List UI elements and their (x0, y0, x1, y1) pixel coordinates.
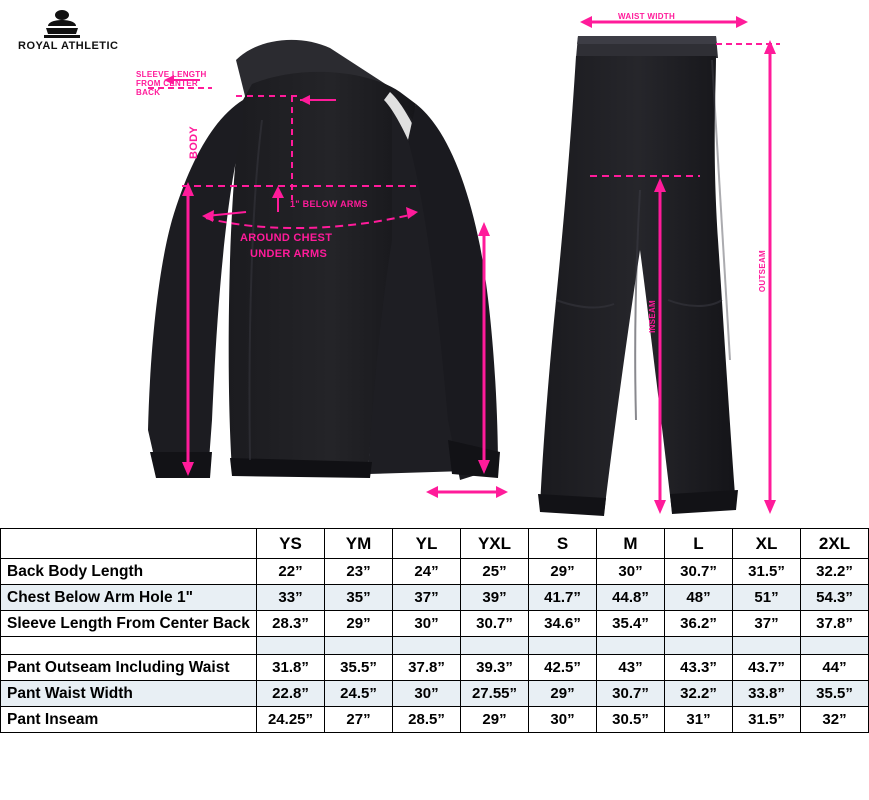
cell: 37” (733, 611, 801, 637)
cell: 39.3” (461, 655, 529, 681)
cell: 29” (529, 681, 597, 707)
size-chart-table (0, 528, 869, 733)
cell: 37.8” (393, 655, 461, 681)
table-row (1, 681, 869, 707)
table-row (1, 655, 869, 681)
cell: 44” (801, 655, 869, 681)
cell: 54.3” (801, 585, 869, 611)
table-row (1, 611, 869, 637)
annotation-around-chest: AROUND CHEST (240, 232, 333, 244)
cell: 23” (325, 559, 393, 585)
col-head-xl: XL (733, 529, 801, 559)
cell: 24.25” (257, 707, 325, 733)
cell (529, 637, 597, 655)
cell: 33” (257, 585, 325, 611)
table-row (1, 559, 869, 585)
cell (801, 637, 869, 655)
cell: 36.2” (665, 611, 733, 637)
col-head-s: S (529, 529, 597, 559)
cell: 30.7” (461, 611, 529, 637)
cell: 35.5” (325, 655, 393, 681)
cell (393, 637, 461, 655)
annotation-sleeve-length: SLEEVE LENGTH FROM CENTER BACK (136, 70, 207, 97)
annotation-under-arms: UNDER ARMS (250, 248, 328, 260)
pants-graphic (538, 36, 738, 516)
col-head-yxl: YXL (461, 529, 529, 559)
cell: 43.3” (665, 655, 733, 681)
cell: 39” (461, 585, 529, 611)
cell: 44.8” (597, 585, 665, 611)
cell: 29” (461, 707, 529, 733)
cell: 31” (665, 707, 733, 733)
row-label-chest-below-arm-hole: Chest Below Arm Hole 1" (1, 585, 257, 611)
cell: 27” (325, 707, 393, 733)
cell (733, 637, 801, 655)
col-head-ym: YM (325, 529, 393, 559)
annotation-outseam: OUTSEAM (758, 250, 767, 293)
cell: 41.7” (529, 585, 597, 611)
cell: 29” (529, 559, 597, 585)
cell: 31.8” (257, 655, 325, 681)
cell: 51” (733, 585, 801, 611)
cell: 35.5” (801, 681, 869, 707)
cell: 31.5” (733, 707, 801, 733)
cell: 42.5” (529, 655, 597, 681)
cell: 28.3” (257, 611, 325, 637)
cell: 30” (393, 611, 461, 637)
cell: 24.5” (325, 681, 393, 707)
col-head-l: L (665, 529, 733, 559)
cell: 48” (665, 585, 733, 611)
row-label-sleeve-length: Sleeve Length From Center Back (1, 611, 257, 637)
cell: 27.55” (461, 681, 529, 707)
size-chart-table-wrap (0, 528, 853, 800)
col-head-yl: YL (393, 529, 461, 559)
cell: 35.4” (597, 611, 665, 637)
cell: 32.2” (801, 559, 869, 585)
table-row (1, 707, 869, 733)
cell: 30.7” (665, 559, 733, 585)
annotation-body: BODY (188, 126, 200, 159)
cell: 43.7” (733, 655, 801, 681)
cell: 34.6” (529, 611, 597, 637)
cell: 31.5” (733, 559, 801, 585)
col-head-m: M (597, 529, 665, 559)
cell: 22” (257, 559, 325, 585)
cell: 30” (393, 681, 461, 707)
cell (1, 637, 257, 655)
cell: 22.8” (257, 681, 325, 707)
table-row (1, 585, 869, 611)
cell (461, 637, 529, 655)
row-label-pant-inseam: Pant Inseam (1, 707, 257, 733)
cell: 35” (325, 585, 393, 611)
row-label-back-body-length: Back Body Length (1, 559, 257, 585)
table-header-row (1, 529, 869, 559)
cell (597, 637, 665, 655)
cell: 37.8” (801, 611, 869, 637)
cell: 30” (529, 707, 597, 733)
cell (665, 637, 733, 655)
col-head-ys: YS (257, 529, 325, 559)
cell: 25” (461, 559, 529, 585)
cell: 30.7” (597, 681, 665, 707)
cell: 32” (801, 707, 869, 733)
brand-name: ROYAL ATHLETIC (18, 40, 119, 52)
col-head-2xl: 2XL (801, 529, 869, 559)
cell (257, 637, 325, 655)
cell: 28.5” (393, 707, 461, 733)
cell (325, 637, 393, 655)
cell: 29” (325, 611, 393, 637)
cell: 30.5” (597, 707, 665, 733)
cell: 33.8” (733, 681, 801, 707)
cell: 24” (393, 559, 461, 585)
cell: 32.2” (665, 681, 733, 707)
annotation-inseam: INSEAM (648, 300, 657, 333)
row-label-pant-waist-width: Pant Waist Width (1, 681, 257, 707)
row-label-pant-outseam: Pant Outseam Including Waist (1, 655, 257, 681)
cell: 30” (597, 559, 665, 585)
annotation-one-inch-below-arms: 1" BELOW ARMS (290, 199, 368, 209)
col-head-0 (1, 529, 257, 559)
cell: 43” (597, 655, 665, 681)
table-spacer-row (1, 637, 869, 655)
annotation-waist-width: WAIST WIDTH (618, 12, 676, 21)
cell: 37” (393, 585, 461, 611)
